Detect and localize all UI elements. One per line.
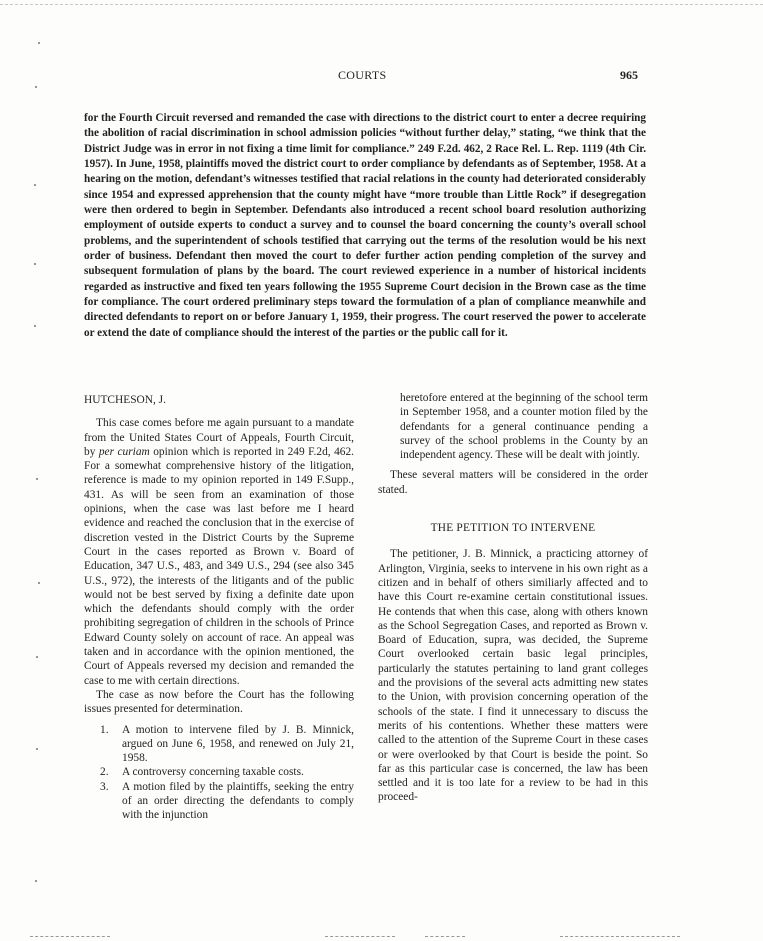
issue-number: 2.	[100, 766, 109, 779]
opinion-paragraph-4: The petitioner, J. B. Minnick, a practicing attorney of Arlington, Virginia, seeks to intervene in his own right as a citizen and in behalf of others similiarly affected and to have this Court re-examine certain constitutional issues. He contends that when this case, along with others known as the School Segregation Cases, and reported as Brown v. Board of Education, supra, was decided, the Supreme Court overlooked certain basic legal principles, particularly the statutes pertaining to land grant colleges and the provisions of the several acts admitting new states to the Union, with provision concerning operation of the schools of the state. I find it unnecessary to discuss the merits of his contentions. Whether these matters were called to the attention of the Supreme Court in these cases or were overlooked by that Court is beside the point. So far as this particular case is concerned, the law has been settled and it is too late for a review to be had in this proceed-	[378, 548, 648, 804]
scan-bottom-rule	[325, 936, 395, 937]
issue-item	[84, 780, 354, 823]
scan-speck	[38, 582, 40, 584]
issue-item	[84, 765, 354, 779]
running-header-title: COURTS	[338, 68, 387, 82]
scan-speck	[34, 325, 36, 327]
scan-speck	[38, 42, 40, 44]
opinion-paragraph-2: The case as now before the Court has the following issues presented for determination.	[84, 688, 354, 716]
scan-speck	[36, 748, 38, 750]
scan-speck	[35, 86, 37, 88]
issue-item	[84, 723, 354, 766]
scan-bottom-rule	[30, 936, 110, 937]
issue-3-continuation: heretofore entered at the beginning of the school term in September 1958, and a counter motion filed by the defendants for a general continuance pending a survey of the school problems in the County by an independent agency. These will be dealt with jointly.	[400, 392, 648, 462]
issue-number: 1.	[100, 723, 109, 736]
left-column	[84, 393, 354, 823]
scan-speck	[36, 478, 38, 480]
issue-number: 3.	[100, 780, 109, 793]
scan-top-edge	[0, 4, 763, 5]
scan-speck	[34, 263, 36, 265]
page-number: 965	[620, 68, 638, 82]
scan-bottom-rule	[560, 936, 680, 937]
opinion-paragraph-3: These several matters will be considered in the order stated.	[378, 469, 648, 496]
opinion-text: This case comes before me again pursuant to a mandate from the United States Court of Appeals, Fourth Circuit, by	[84, 417, 354, 458]
issue-text: A motion to intervene filed by J. B. Minnick, argued on June 6, 1958, and renewed on July 21, 1958.	[122, 723, 354, 765]
section-heading: THE PETITION TO INTERVENE	[430, 522, 596, 535]
issue-text: A controversy concerning taxable costs.	[122, 766, 304, 779]
right-column	[378, 391, 648, 805]
scan-speck	[36, 656, 38, 658]
issue-text: A motion filed by the plaintiffs, seeking the entry of an order directing the defendants to comply with the injunction	[122, 780, 354, 822]
latin-term: per curiam	[98, 445, 150, 458]
scan-speck	[35, 880, 37, 882]
judge-name: HUTCHESON, J.	[84, 394, 166, 406]
opinion-paragraph-1	[84, 416, 354, 688]
opinion-text: opinion which is reported in 249 F.2d, 462. For a somewhat comprehensive history of the litigation, reference is made to my opinion reported in 149 F.Supp., 431. As will be seen from an examination of those opinions, when the case was last before me I heard evidence and reached the conclusion that in the exercise of discretion vested in the District Courts by the Supreme Court in the cases reported as Brown v. Board of Education, 347 U.S., 483, and 349 U.S., 294 (see also 345 U.S., 972), the interests of the litigants and of the public would not be best served by fixing a definite date upon which the defendants should comply with the order prohibiting segregation of children in the schools of Prince Edward County solely on account of race. An appeal was taken and in accordance with the opinion mentioned, the Court of Appeals reversed my decision and remanded the case to me with certain directions.	[84, 445, 355, 687]
scan-speck	[34, 184, 36, 186]
scan-bottom-rule	[425, 936, 465, 937]
headnote-paragraph: for the Fourth Circuit reversed and remanded the case with directions to the district court to enter a decree requiring the abolition of racial discrimination in school admission policies “without further delay,” stating, “we think that the District Judge was in error in not fixing a time limit for compliance.” 249 F.2d. 462, 2 Race Rel. L. Rep. 1119 (4th Cir. 1957). In June, 1958, plaintiffs moved the district court to order compliance by defendants as of September, 1958. At a hearing on the motion, defendant’s witnesses testified that racial relations in the county had deteriorated considerably since 1954 and expressed apprehension that the county might have “more trouble than Little Rock” if desegregation were then ordered to begin in September. Defendants also introduced a recent school board resolution authorizing employment of outside experts to conduct a survey and to counsel the board concerning the county’s overall school problems, and the superintendent of schools testified that carrying out the terms of the resolution would be his next order of business. Defendant then moved the court to defer further action pending completion of the survey and subsequent formulation of plans by the board. The court reviewed experience in a number of historical incidents regarded as instructive and fixed ten years following the 1955 Supreme Court decision in the Brown case as the time for compliance. The court ordered preliminary steps toward the formulation of a plan of compliance meanwhile and directed defendants to report on or before January 1, 1959, their progress. The court reserved the power to accelerate or extend the date of compliance should the interest of the parties or the public call for it.	[84, 112, 646, 339]
issues-list	[84, 723, 354, 823]
